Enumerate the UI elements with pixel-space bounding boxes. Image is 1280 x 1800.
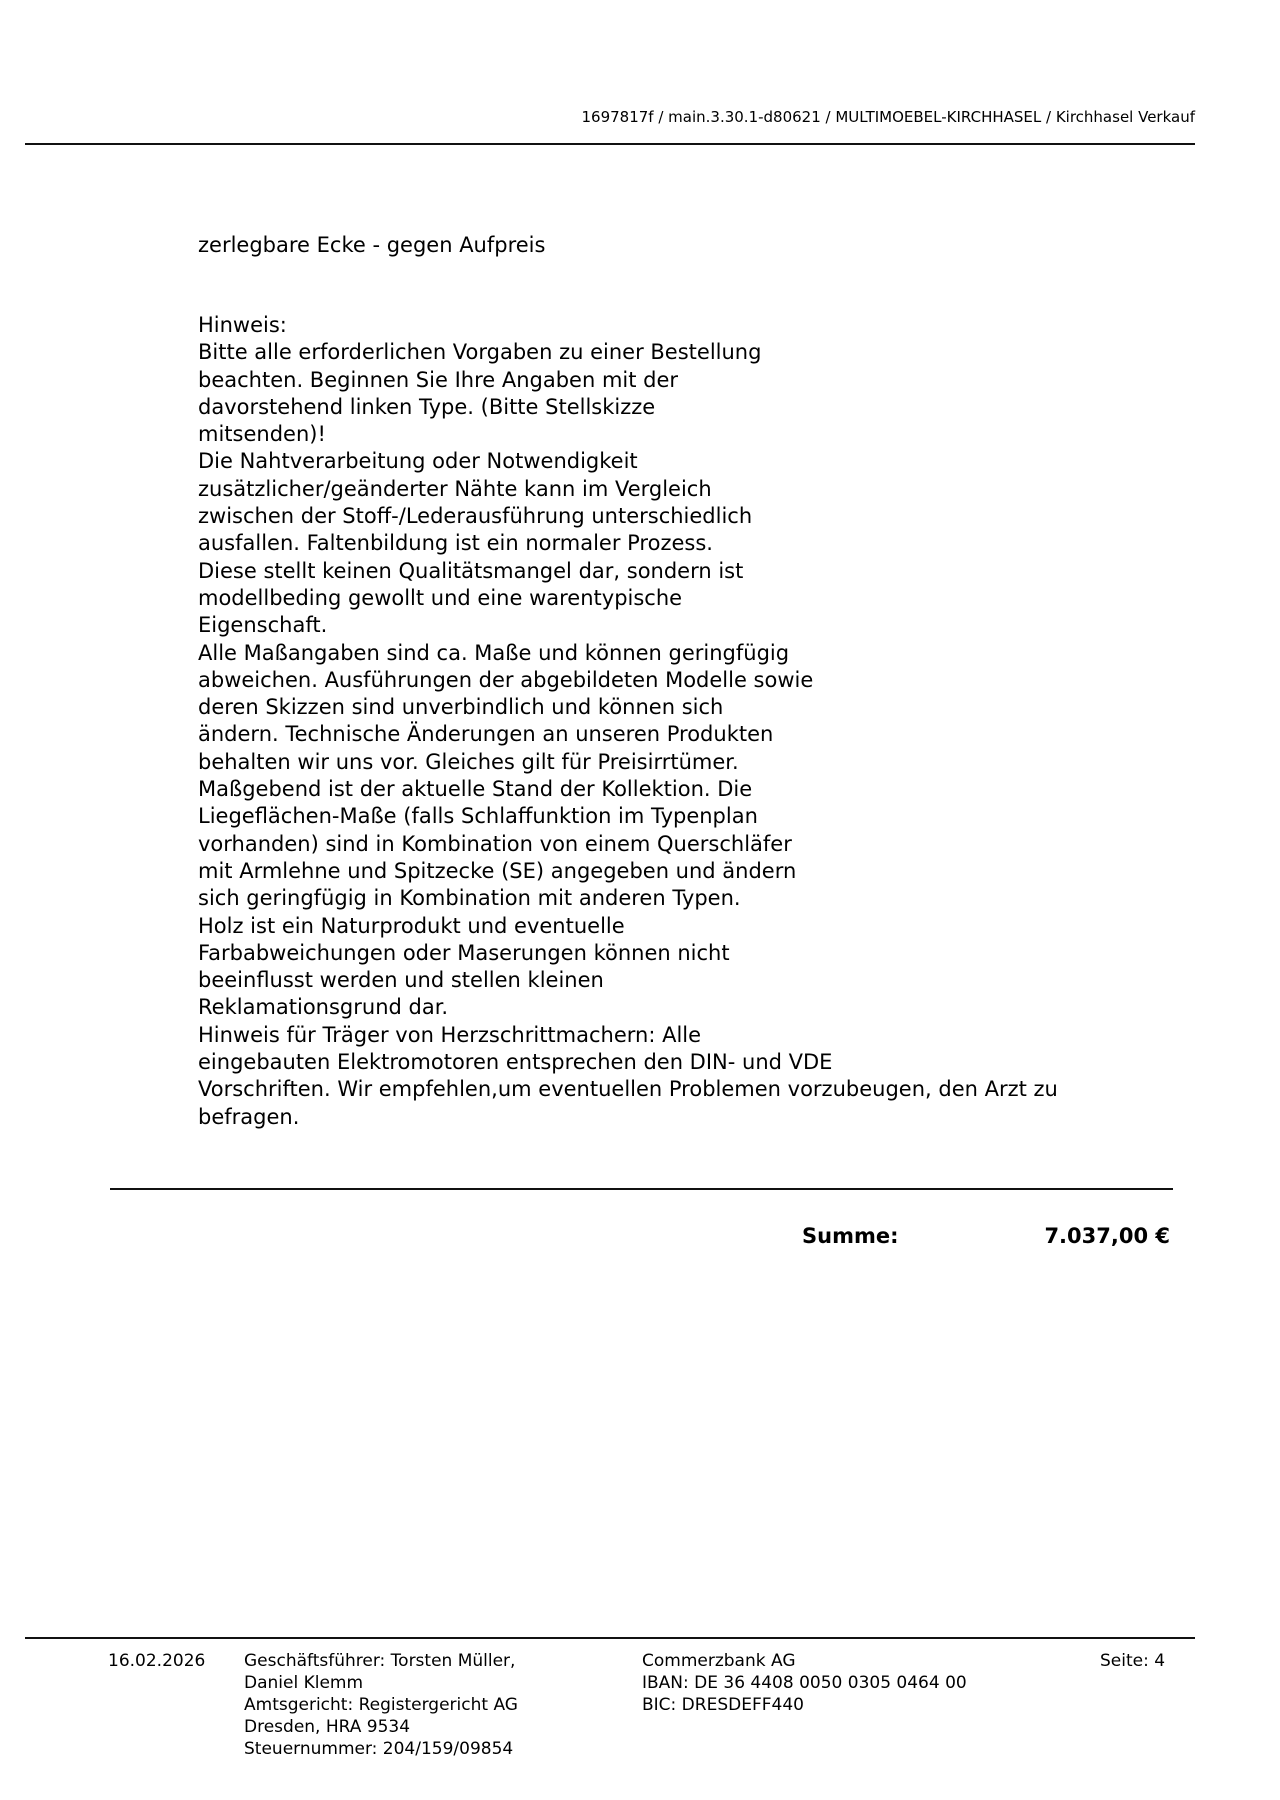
notes-line: modellbeding gewollt und eine warentypische xyxy=(198,585,683,610)
item-description: zerlegbare Ecke - gegen Aufpreis xyxy=(198,233,546,257)
total-divider xyxy=(110,1188,1173,1190)
notes-line: vorhanden) sind in Kombination von einem Querschläfer xyxy=(198,831,792,856)
notes-block xyxy=(198,312,1158,1131)
notes-line: mit Armlehne und Spitzecke (SE) angegeben und ändern xyxy=(198,858,797,883)
total-label: Summe: xyxy=(802,1224,899,1248)
footer-date xyxy=(108,1650,205,1672)
notes-line: zwischen der Stoff-/Lederausführung unterschiedlich xyxy=(198,504,753,529)
notes-line: beachten. Beginnen Sie Ihre Angaben mit der xyxy=(198,367,679,392)
notes-line: ausfallen. Faltenbildung ist ein normaler Prozess. xyxy=(198,531,713,556)
header-divider xyxy=(25,143,1195,145)
notes-line: Bitte alle erforderlichen Vorgaben zu einer Bestellung xyxy=(198,340,762,365)
notes-line: mitsenden)! xyxy=(198,422,326,447)
notes-line: Alle Maßangaben sind ca. Maße und können geringfügig xyxy=(198,640,790,665)
document-reference-header: 1697817f / main.3.30.1-d80621 / MULTIMOEBEL-KIRCHHASEL / Kirchhasel Verkauf xyxy=(581,108,1195,126)
notes-line: Eigenschaft. xyxy=(198,613,328,638)
notes-line: deren Skizzen sind unverbindlich und können sich xyxy=(198,695,724,720)
total-value: 7.037,00 € xyxy=(1044,1224,1170,1248)
company-info-line: Steuernummer: 204/159/09854 xyxy=(244,1739,514,1759)
notes-line: Diese stellt keinen Qualitätsmangel dar, sondern ist xyxy=(198,558,744,583)
notes-line: Holz ist ein Naturprodukt und eventuelle xyxy=(198,913,625,938)
notes-line: befragen. xyxy=(198,1104,300,1129)
footer-bank-info xyxy=(642,1650,967,1716)
footer-page-number xyxy=(1100,1650,1165,1672)
footer-company-info xyxy=(244,1650,518,1760)
notes-line: Maßgebend ist der aktuelle Stand der Kollektion. Die xyxy=(198,777,753,802)
notes-line: davorstehend linken Type. (Bitte Stellskizze xyxy=(198,394,656,419)
notes-line: beeinflusst werden und stellen kleinen xyxy=(198,968,604,993)
notes-line: behalten wir uns vor. Gleiches gilt für Preisirrtümer. xyxy=(198,749,739,774)
notes-line: eingebauten Elektromotoren entsprechen den DIN- und VDE xyxy=(198,1050,833,1075)
page-number: Seite: 4 xyxy=(1100,1651,1166,1671)
notes-line: sich geringfügig in Kombination mit anderen Typen. xyxy=(198,886,741,911)
bank-info-line: IBAN: DE 36 4408 0050 0305 0464 00 xyxy=(642,1673,967,1693)
company-info-line: Geschäftsführer: Torsten Müller, xyxy=(244,1651,516,1671)
notes-line: abweichen. Ausführungen der abgebildeten Modelle sowie xyxy=(198,667,814,692)
footer-divider xyxy=(25,1637,1195,1639)
notes-line: Liegeflächen-Maße (falls Schlaffunktion im Typenplan xyxy=(198,804,758,829)
document-date: 16.02.2026 xyxy=(108,1651,206,1671)
company-info-line: Daniel Klemm xyxy=(244,1673,364,1693)
bank-info-line: BIC: DRESDEFF440 xyxy=(642,1695,804,1715)
notes-line: Die Nahtverarbeitung oder Notwendigkeit xyxy=(198,449,638,474)
notes-line: Reklamationsgrund dar. xyxy=(198,995,449,1020)
notes-line: Hinweis: xyxy=(198,313,287,337)
company-info-line: Amtsgericht: Registergericht AG xyxy=(244,1695,518,1715)
notes-line: zusätzlicher/geänderter Nähte kann im Vergleich xyxy=(198,476,712,501)
notes-line: Hinweis für Träger von Herzschrittmachern: Alle xyxy=(198,1022,702,1047)
notes-line: Farbabweichungen oder Maserungen können nicht xyxy=(198,940,730,965)
notes-line: Vorschriften. Wir empfehlen,um eventuellen Problemen vorzubeugen, den Arzt zu xyxy=(198,1077,1058,1102)
bank-info-line: Commerzbank AG xyxy=(642,1651,796,1671)
notes-line: ändern. Technische Änderungen an unseren Produkten xyxy=(198,722,774,747)
company-info-line: Dresden, HRA 9534 xyxy=(244,1717,411,1737)
